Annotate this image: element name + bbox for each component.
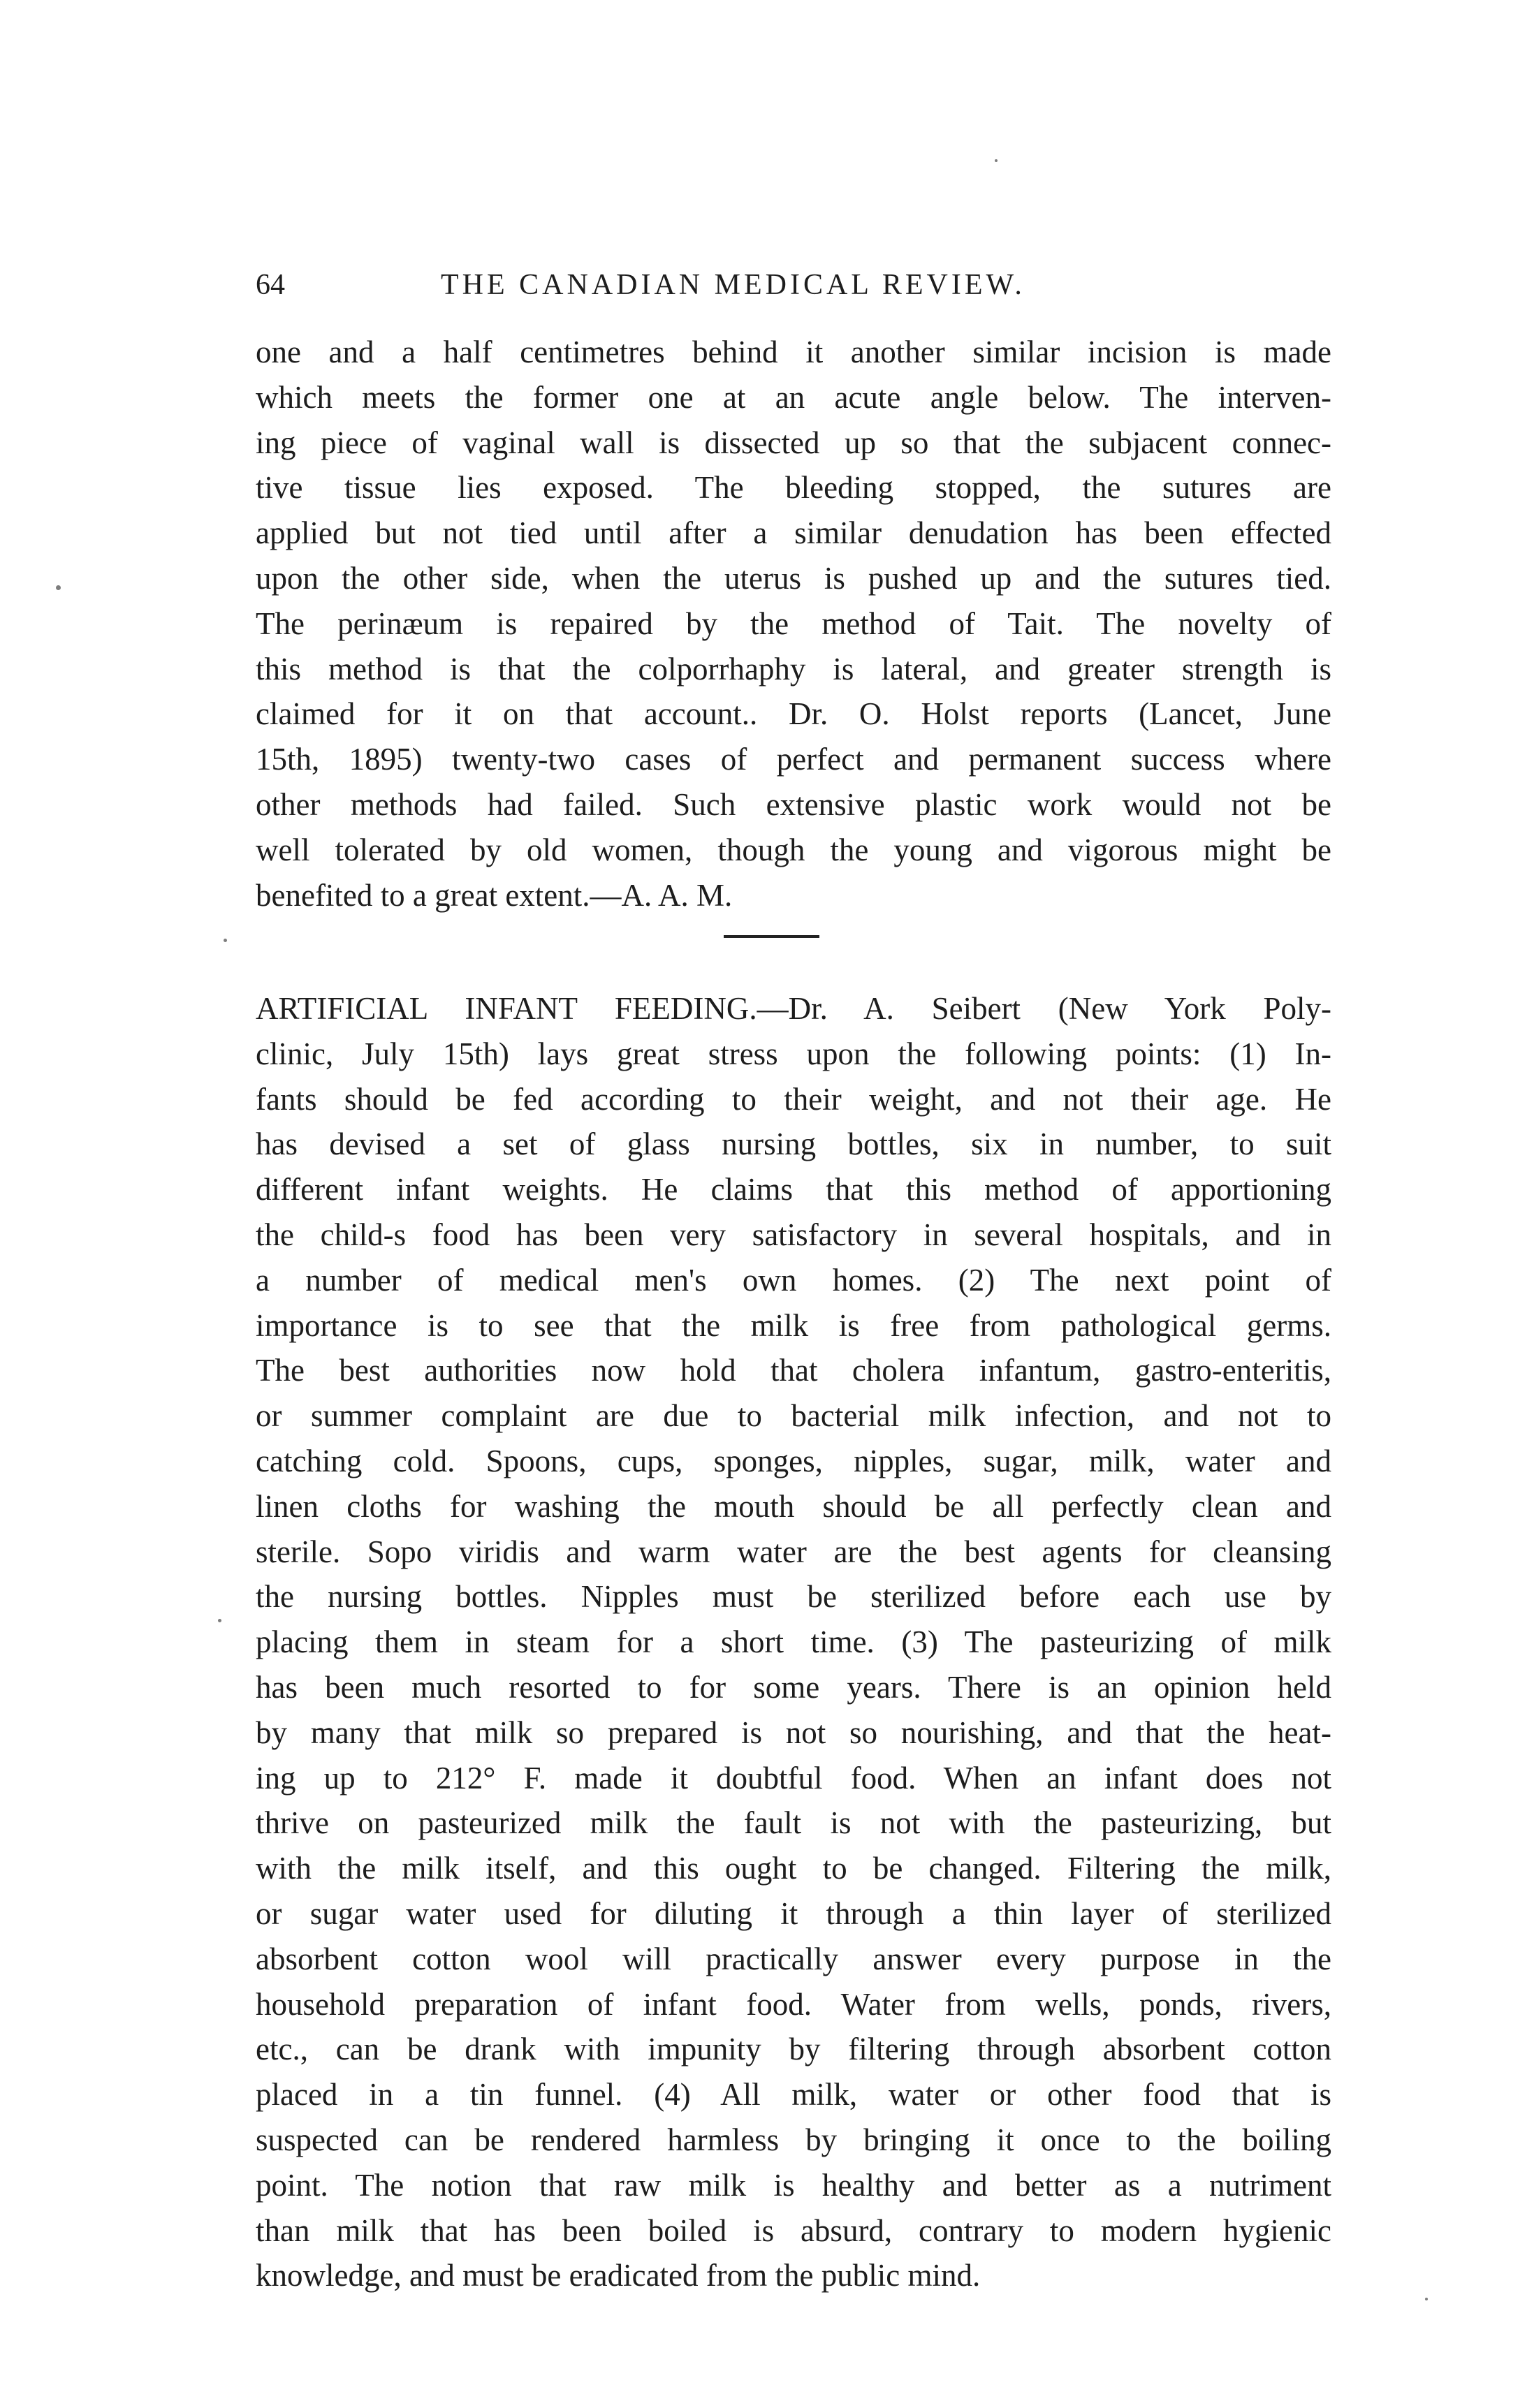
text-line: applied but not tied until after a similar denudation has been effected (256, 515, 1331, 551)
text-line: linen cloths for washing the mouth should be all perfectly clean and (256, 1488, 1331, 1524)
text-line: household preparation of infant food. Water from wells, ponds, rivers, (256, 1986, 1331, 2022)
text-line: or sugar water used for diluting it through a thin layer of sterilized (256, 1895, 1331, 1931)
text-line: catching cold. Spoons, cups, sponges, nipples, sugar, milk, water and (256, 1443, 1331, 1478)
text-line: claimed for it on that account.. Dr. O. Holst reports (Lancet, June (256, 696, 1331, 732)
text-line: one and a half centimetres behind it another similar incision is made (256, 335, 1331, 369)
running-title: THE CANADIAN MEDICAL REVIEW. (441, 269, 1025, 301)
text-line: this method is that the colporrhaphy is lateral, and greater strength is (256, 651, 1331, 687)
scan-speck (995, 159, 998, 162)
text-line: sterile. Sopo viridis and warm water are the best agents for cleansing (256, 1534, 1331, 1569)
text-line: suspected can be rendered harmless by bringing it once to the boiling (256, 2122, 1331, 2157)
text-line: has devised a set of glass nursing bottles, six in number, to suit (256, 1126, 1331, 1162)
text-line: knowledge, and must be eradicated from the public mind. (256, 2258, 981, 2293)
text-line: The perinæum is repaired by the method of Tait. The novelty of (256, 605, 1331, 641)
text-line: The best authorities now hold that cholera infantum, gastro-enteritis, (256, 1353, 1331, 1388)
scan-speck (56, 585, 61, 590)
text-line: upon the other side, when the uterus is pushed up and the sutures tied. (256, 560, 1331, 596)
text-line: or summer complaint are due to bacterial milk infection, and not to (256, 1398, 1331, 1434)
text-line: different infant weights. He claims that this method of apportioning (256, 1172, 1331, 1207)
text-line: by many that milk so prepared is not so nourishing, and that the heat- (256, 1715, 1331, 1750)
text-line: etc., can be drank with impunity by filtering through absorbent cotton (256, 2032, 1331, 2067)
section-divider-rule (724, 935, 819, 938)
text-line: 15th, 1895) twenty-two cases of perfect and permanent success where (256, 742, 1331, 777)
text-line: absorbent cotton wool will practically answer every purpose in the (256, 1941, 1331, 1976)
text-line: other methods had failed. Such extensive plastic work would not be (256, 786, 1331, 822)
page-number: 64 (256, 269, 285, 301)
text-line: with the milk itself, and this ought to be changed. Filtering the milk, (256, 1851, 1331, 1886)
text-line: well tolerated by old women, though the young and vigorous might be (256, 832, 1331, 867)
text-line: which meets the former one at an acute angle below. The interven- (256, 379, 1331, 415)
text-line: fants should be fed according to their weight, and not their age. He (256, 1081, 1331, 1117)
text-line: the child-s food has been very satisfactory in several hospitals, and in (256, 1217, 1331, 1252)
text-line: the nursing bottles. Nipples must be sterilized before each use by (256, 1579, 1331, 1615)
text-line: thrive on pasteurized milk the fault is not with the pasteurizing, but (256, 1805, 1331, 1841)
text-line: benefited to a great extent.—A. A. M. (256, 877, 733, 913)
scan-speck (1425, 2298, 1428, 2300)
text-line: placing them in steam for a short time. (3) The pasteurizing of milk (256, 1624, 1331, 1660)
text-line: ing piece of vaginal wall is dissected up so that the subjacent connec- (256, 425, 1331, 460)
infant-feeding-article-paragraph (256, 986, 1331, 2298)
text-line: placed in a tin funnel. (4) All milk, water or other food that is (256, 2077, 1331, 2113)
text-line: a number of medical men's own homes. (2) The next point of (256, 1262, 1331, 1298)
text-line: has been much resorted to for some years. There is an opinion held (256, 1669, 1331, 1705)
text-line: ing up to 212° F. made it doubtful food. When an infant does not (256, 1760, 1331, 1796)
text-line: tive tissue lies exposed. The bleeding stopped, the sutures are (256, 470, 1331, 506)
continued-article-paragraph (256, 330, 1331, 918)
scan-speck (224, 939, 227, 942)
text-line: ARTIFICIAL INFANT FEEDING.—Dr. A. Seibert (New York Poly- (256, 991, 1331, 1026)
scan-speck (218, 1619, 221, 1622)
text-line: point. The notion that raw milk is healthy and better as a nutriment (256, 2167, 1331, 2203)
text-line: than milk that has been boiled is absurd, contrary to modern hygienic (256, 2212, 1331, 2248)
text-line: importance is to see that the milk is free from pathological germs. (256, 1307, 1331, 1343)
page-header (256, 264, 1331, 306)
text-line: clinic, July 15th) lays great stress upon the following points: (1) In- (256, 1036, 1331, 1071)
